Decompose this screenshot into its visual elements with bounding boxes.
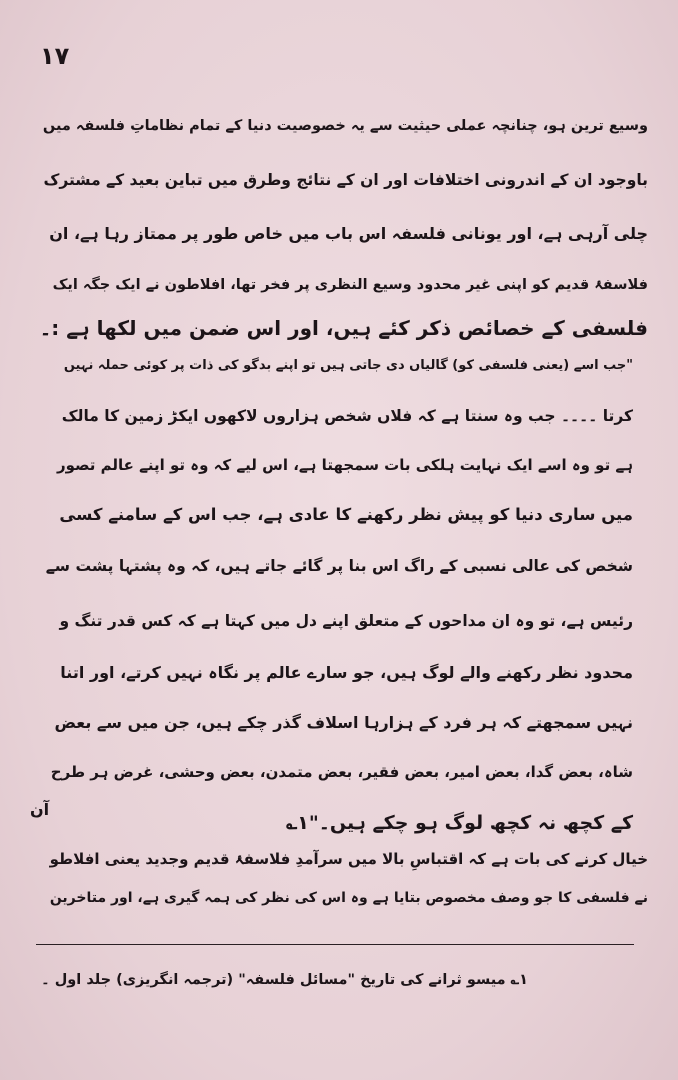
quote-line: کے کچھ نہ کچھ لوگ ہو چکے ہیں۔"۱؎ [286, 812, 633, 834]
quote-line: رئیس ہے، تو وہ ان مداحوں کے متعلق اپنے دل میں کہتا ہے کہ کس قدر تنگ و [59, 612, 633, 630]
quote-line: محدود نظر رکھنے والے لوگ ہیں، جو سارے عالم پر نگاہ نہیں کرتے، اور اتنا [60, 663, 633, 682]
footnote-divider [36, 944, 634, 945]
paragraph-1-line: فلاسفۂ قدیم کو اپنی غیر محدود وسیع النظری پر فخر تھا، افلاطون نے ایک جگہ ایک [52, 277, 648, 293]
paragraph-1-line: چلی آرہی ہے، اور یونانی فلسفہ اس باب میں خاص طور پر ممتاز رہا ہے، ان [49, 224, 648, 243]
quote-line: شاہ، بعض گدا، بعض امیر، بعض فقیر، بعض متمدن، بعض وحشی، غرض ہر طرح [50, 763, 633, 781]
page-number: ۱۷ [40, 42, 70, 70]
quote-line: کرتا ۔۔۔۔ جب وہ سنتا ہے کہ فلاں شخص ہزاروں لاکھوں ایکڑ زمین کا مالک [61, 407, 633, 425]
paragraph-1-line: وسیع ترین ہو، چنانچہ عملی حیثیت سے یہ خصوصیت دنیا کے تمام نظاماتِ فلسفہ میں [42, 118, 648, 134]
quote-line: شخص کی عالی نسبی کے راگ اس بنا پر گائے جاتے ہیں، کہ وہ پشتہا پشت سے [45, 557, 633, 575]
quote-line: نہیں سمجھتے کہ ہر فرد کے ہزارہا اسلاف گذر چکے ہیں، جن میں سے بعض [54, 713, 633, 732]
quote-line: میں ساری دنیا کو پیش نظر رکھنے کا عادی ہے، جب اس کے سامنے کسی [59, 505, 633, 524]
quote-line: ہے تو وہ اسے ایک نہایت ہلکی بات سمجھتا ہے، اس لیے کہ وہ تو اپنے عالم تصور [56, 456, 633, 474]
quote-line: "جب اسے (یعنی فلسفی کو) گالیاں دی جاتی ہیں تو اپنے بدگو کی ذات پر کوئی حملہ نہیں [63, 358, 633, 373]
paragraph-1-line: باوجود ان کے اندرونی اختلافات اور ان کے نتائج وطرق میں تباین بعید کے مشترک [43, 171, 648, 189]
paragraph-2-line: نے فلسفی کا جو وصف مخصوص بتایا ہے وہ اس کی نظر کی ہمہ گیری ہے، اور متاخرین [49, 890, 648, 906]
footnote: ۱؎ میسو ثرانے کی تاریخ "مسائل فلسفہ" (ترجمہ انگریزی) جلد اول ۔ [41, 972, 528, 988]
paragraph-1-line: فلسفی کے خصائص ذکر کئے ہیں، اور اس ضمن میں لکھا ہے :۔ [39, 316, 648, 340]
margin-note: آن [30, 800, 50, 819]
paragraph-2-line: خیال کرنے کی بات ہے کہ اقتباسِ بالا میں سرآمدِ فلاسفۂ قدیم وجدید یعنی افلاطو [49, 850, 648, 868]
